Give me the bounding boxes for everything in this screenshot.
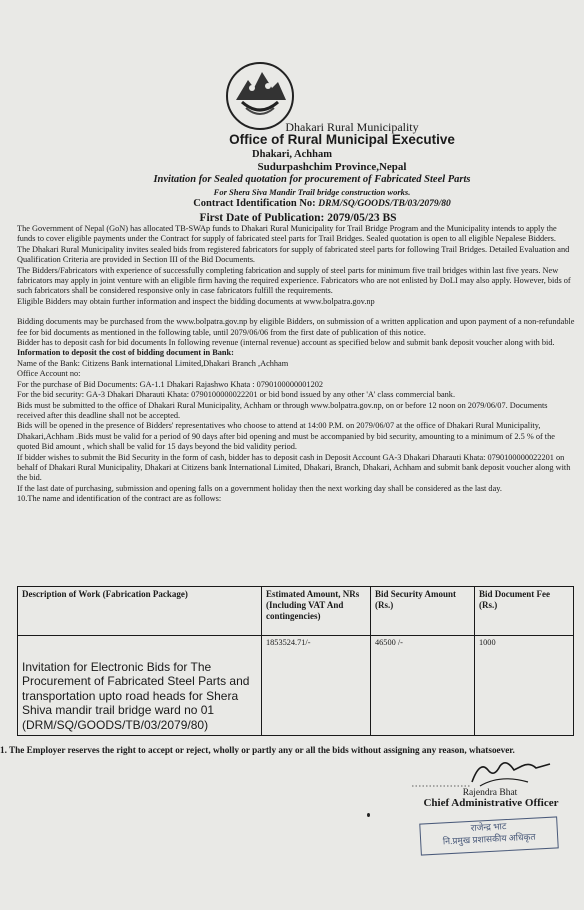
paragraph-info: Eligible Bidders may obtain further information and inspect the bidding documents at www.bolpatra.gov.np xyxy=(17,296,375,306)
stamp-line-1: राजेन्द्र भाट xyxy=(470,821,507,833)
account-purchase: For the purchase of Bid Documents: GA-1.1 Dhakari Rajashwo Khata : 0790100000001202 xyxy=(17,379,324,389)
cell-cost: 1853524.71/- xyxy=(262,635,371,735)
contract-number: DRM/SQ/GOODS/TB/03/2079/80 xyxy=(318,199,451,209)
contract-label: Contract Identification No: xyxy=(193,198,316,209)
notice-body xyxy=(17,224,577,505)
ink-dot xyxy=(367,813,370,817)
paragraph-funding: The Government of Nepal (GoN) has allocated TB-SWAp funds to Dhakari Rural Municipality for Trail Bridge Program and the Municipality intends to apply the funds to cover eligible payments under the Contract for supply of fabricated steel parts for Trail Bridges. Sealed quotation is open to all eligible Nepalese Bidders. xyxy=(17,224,557,244)
account-security: For the bid security: GA-3 Dhakari Dharauti Khata: 0790100000022201 or bid bond issued by any other 'A' class commercial bank. xyxy=(17,390,456,400)
cell-work: Invitation for Electronic Bids for The Procurement of Fabricated Steel Parts and transportation upto road heads for Shera Shiva mandir trail bridge ward no 01 (DRM/SQ/GOODS/TB/03/2079/80) xyxy=(18,635,262,735)
reservation-clause: 1. The Employer reserves the right to accept or reject, wholly or partly any or all the bids without assigning any reason, whatsoever. xyxy=(0,745,515,755)
header-work: Description of Work (Fabrication Package) xyxy=(18,587,262,636)
paragraph-submission: Bids must be submitted to the office of Dhakari Rural Municipality, Achham or through www.bolpatra.gov.np, on or before 12 noon on 2079/06/07. Documents received after this deadline shall not be accepted. xyxy=(17,400,548,420)
paragraph-holiday: If the last date of purchasing, submission and opening falls on a government holiday then the next working day shall be considered as the last day. xyxy=(17,483,502,493)
table-header-row xyxy=(18,587,574,636)
header-security: Bid Security Amount (Rs.) xyxy=(371,587,475,636)
paragraph-opening: Bids will be opened in the presence of Bidders' representatives who choose to attend at 14:00 P.M. on 2079/06/07 at the office of Dhakari Rural Municipality, Dhakari,Achham .Bids must be valid for a period of 90 days after bid opening and must be accompanied by bid security, amounting to a minimum of 2.5 % of the quoted Bid amount , which shall be valid for 15 days beyond the bid validity period. xyxy=(17,421,555,452)
signer-name: Rajendra Bhat xyxy=(462,788,518,798)
bank-info-heading: Information to deposit the cost of bidding document in Bank: xyxy=(17,348,234,358)
paragraph-eligibility: The Bidders/Fabricators with experience of successfully completing fabrication and supply of steel parts for minimum five trail bridges within last five years. New fabricators may apply in joint venture with an eligible firm having the required experience. Fabricators who are not enlisted by DoLI may also apply. However, bids of such fabricators shall be considered responsive only in case fabricators fulfill the requirements. xyxy=(17,265,571,296)
office-place: Dhakari, Achham xyxy=(252,149,332,160)
contract-id xyxy=(30,198,584,209)
contract-table xyxy=(17,586,574,736)
paragraph-purchase: Bidding documents may be purchased from the www.bolpatra.gov.np by eligible Bidders, on submission of a written application and upon payment of a non-refundable fee for bid documents as mentioned in the following table, until 2079/06/06 from the first date of publication of this notice. xyxy=(17,317,575,337)
header-cost: Estimated Amount, NRs (Including VAT And contingencies) xyxy=(262,587,371,636)
header-fee: Bid Document Fee (Rs.) xyxy=(475,587,574,636)
paragraph-invitation: The Dhakari Rural Municipality invites sealed bids from registered fabricators for supply of fabricated steel parts for following Trail Bridges. Detailed Evaluation and Qualification Criteria are provided in Section III of the Bid Documents. xyxy=(17,244,570,265)
bank-name: Name of the Bank: Citizens Bank international Limited,Dhakari Branch ,Achham xyxy=(17,358,289,368)
paragraph-cash-security: If bidder wishes to submit the Bid Security in the form of cash, bidder has to deposit cash in Deposit Account GA-3 Dhakari Dharauti Khata: 0790100000022201 on behalf of Dhakari Rural Municipality, Dhakari at Citizens bank International Limited, Dhakari, Branch, Dhakari, Achham and submit bank deposit voucher along with the bid. xyxy=(17,452,571,483)
signature-icon xyxy=(410,756,560,790)
publication-date: First Date of Publication: 2079/05/23 BS xyxy=(199,212,397,224)
account-label: Office Account no: xyxy=(17,369,81,379)
contract-list-heading: 10.The name and identification of the contract are as follows: xyxy=(17,494,222,504)
cell-fee: 1000 xyxy=(475,635,574,735)
municipality-name: Dhakari Rural Municipality xyxy=(285,120,419,134)
project-line: For Shera Siva Mandir Trail bridge construction works. xyxy=(213,187,411,197)
table-row xyxy=(18,635,574,735)
paragraph-deposit: Bidder has to deposit cash for bid documents In following revenue (internal revenue) account as specified below and submit bank deposit voucher along with bid. xyxy=(17,338,555,348)
province-name: Sudurpashchim Province,Nepal xyxy=(257,161,407,173)
signer-title: Chief Administrative Officer xyxy=(423,797,559,809)
cell-security: 46500 /- xyxy=(371,635,475,735)
official-stamp xyxy=(419,816,558,855)
invitation-title: Invitation for Sealed quotation for procurement of Fabricated Steel Parts xyxy=(153,174,471,185)
stamp-line-2: नि.प्रमुख प्रशासकीय अधिकृत xyxy=(442,831,536,847)
office-title: Office of Rural Municipal Executive xyxy=(229,132,455,147)
